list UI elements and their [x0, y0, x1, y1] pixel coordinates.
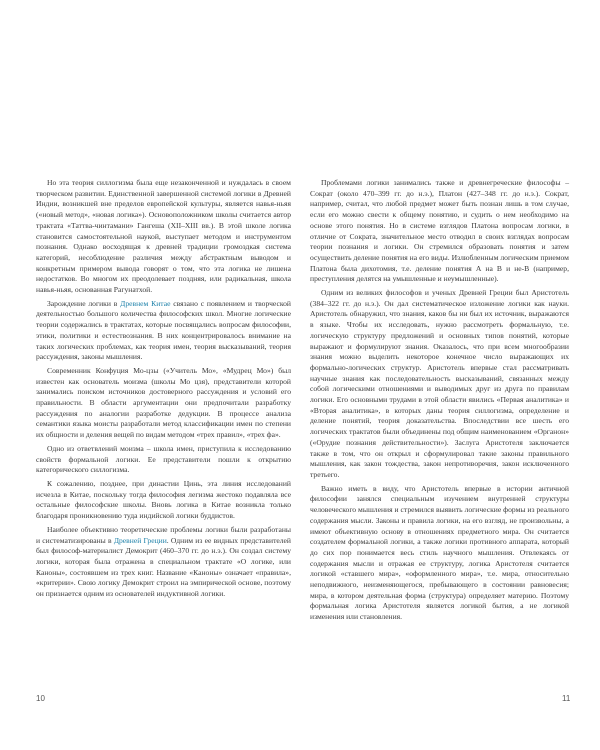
text-run: Наиболее объективно теоретические проблемы логики были разработаны и систематизированы в [36, 524, 291, 545]
right-page-number: 11 [562, 694, 571, 703]
left-page-number: 10 [36, 694, 45, 703]
paragraph [36, 525, 291, 600]
text-run: Современник Конфуция Мо-цзы («Учитель Мо», «Мудрец Мо») был известен как основатель моизма (школы Мо цзя), представители которой занимались поиском источников достоверного рассуждения и условий его правильности. В области аргументации они предпочитали разработку рассуждения по аналогии разработке дедукции. В процессе анализа семантики языка моисты разработали метод классификации имен по степени их общности и деления вещей по видам методом «трех правил», «трех фа». [36, 365, 291, 440]
text-run: Проблемами логики занимались также и древнегреческие философы – Сократ (около 470–399 гг. до н.э.), Платон (427–348 гг. до н.э.). Сократ, например, считал, что любой предмет может быть познан лишь в том случае, если его можно свести к общему понятию, и судить о нем необходимо на основе этого понятия. Но в системе взглядов Платона вопросам логики, в отличие от Сократа, значительное место отводил в своих взглядах вопросам теории познания и логики. Он стремился образовать понятия и затем осуществить деление понятия на его виды. Излюбленным логическим приемом Платона была дихотомия, т.е. деление понятия А на В и не-В (например, преступления делятся на умышленные и неумышленные). [310, 178, 569, 284]
text-run: . Одним из ее видных представителей был философ-материалист Демокрит (460–370 гг. до н.э.). Он создал систему логики, которая была отражена в специальном трактате «О логике, или Каноны», состоявшем из трех книг. Название «Каноны» означает «правила», «критерии». Свою логику Демокрит строил на эмпирической основе, поэтому он признается одним из основателей индуктивной логики. [36, 535, 291, 599]
text-run: Одно из ответвлений моизма – школа имен, приступила к исследованию свойств формальной логики. Ее представители пошли к открытию категорического силлогизма. [36, 443, 291, 475]
paragraph [36, 444, 291, 476]
paragraph [310, 178, 569, 285]
highlighted-term: Древнем Китае [120, 298, 171, 308]
paragraph [36, 178, 291, 296]
left-page-text [36, 178, 291, 603]
paragraph [310, 288, 569, 481]
text-run: связано с появлением и творческой деятельностью большого количества философских школ. Многие логические теории содержались в трактатах, которые посвящались вопросам философии, этики, политики и естествознания. В них концентрировалось внимание на таких логических проблемах, как теория имен, теория высказываний, теория рассуждения, законы мышления. [36, 298, 291, 362]
text-run: Одним из великих философов и ученых Древней Греции был Аристотель (384–322 гг. до н.э.). Он дал систематическое изложение логики как науки. Аристотель обнаружил, что знания, каков бы ни был их источник, выражаются в языке. Чтобы их исследовать, нужно рассмотреть формальную, т.е. логическую структуру предложений и основных типов понятий, которые выражают и формулируют знания. Оказалось, что при всем многообразии знания можно выделить некоторое конечное число выражающих их формально-логических структур. Аристотель впервые стал рассматривать научные знания как последовательность высказываний, связанных между собой логическими отношениями и выводимых друг из друга по правилам логики. Его основными трудами в этой области явились «Первая аналитика» и «Вторая аналитика», в которых даны теория силлогизма, определение и деление понятий, теория доказательства. Впоследствии все шесть его логических трактатов были объединены под общим наименованием «Органон» («Орудие познания действительности»). Заслуга Аристотеля заключается также в том, что он открыл и сформулировал такие законы правильного мышления, как закон тождества, закон непротиворечия, закон исключенного третьего. [310, 288, 569, 479]
paragraph [36, 366, 291, 441]
text-run: Но эта теория силлогизма была еще незаконченной и нуждалась в своем творческом развитии. Единственной завершенной системой логики в Древней Индии, возникшей вне пределов европейской культуры, является навья-ньяя («новый метод», «новая логика»). Основоположником школы считается автор трактата «Таттва-чинтамани» Гангеша (XII–XIII вв.). В этой школе логика становится самостоятельной наукой, выступает методом и инструментом познания. Однако восходящая к древней традиции громоздкая система категорий, несоблюдение различия между абстрактным выводом и конкретным примером вывода говорят о том, что эта логика не лишена недостатков. Во многом их преодолевает поздняя, или радикальная, школа навья-ньяя, основанная Рагунатхой. [36, 178, 291, 295]
right-page-text [310, 178, 569, 626]
highlighted-term: Древней Греции [113, 535, 167, 545]
right-page [300, 0, 600, 750]
text-run: Важно иметь в виду, что Аристотель впервые в истории античной философии занялся специальным изучением внутренней структуры человеческого мышления и стремился выявить логические формы из реального содержания мысли. Законы и правила логики, на его взгляд, не произвольны, а имеют объективную основу в отношениях предметного мира. Он считается создателем формальной логики, а также логики противного аппарата, который до сих пор понимается весь стиль научного мышления. Отвлекаясь от содержания мысли и отражая ее структуру, логика Аристотеля считается логикой «ставшего мира», «оформленного мира», т.е. мира, относительно неподвижного, неизменяющегося, пребывающего в состоянии равновесия; мира, в котором деятельная форма (структура) определяет материю. Поэтому формальная логика Аристотеля является логикой бытия, а не логикой изменения или становления. [310, 483, 569, 622]
text-run: К сожалению, позднее, при династии Цинь, эта линия исследований исчезла в Китае, поскольку тогда философия легизма жестоко подавляла все остальные философские школы. Вновь логика в Китае возникла только благодаря проникновению туда индийской логики буддистов. [36, 478, 291, 521]
paragraph [36, 299, 291, 363]
paragraph [310, 484, 569, 623]
paragraph [36, 479, 291, 522]
text-run: Зарождение логики в [47, 298, 121, 308]
